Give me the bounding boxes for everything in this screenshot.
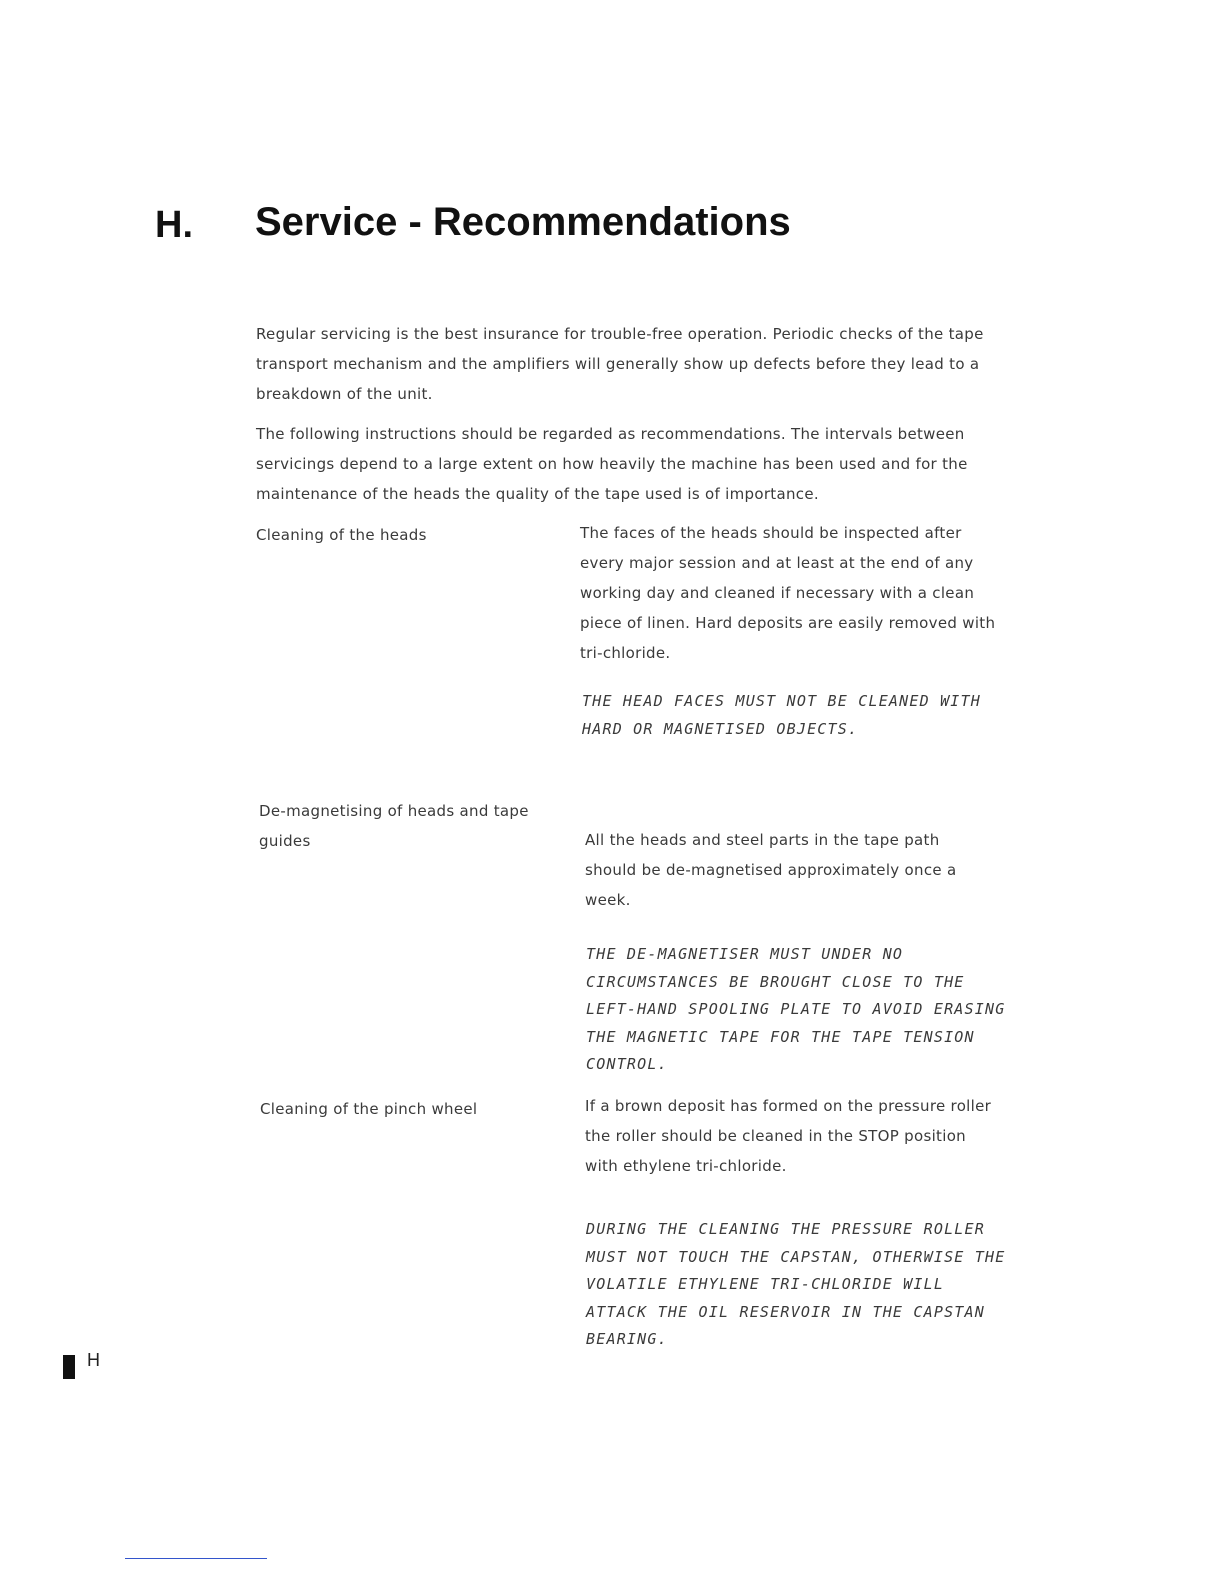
section-letter: H. xyxy=(155,204,193,246)
bottom-rule xyxy=(125,1558,267,1559)
section-warning-pinch-wheel: DURING THE CLEANING THE PRESSURE ROLLER MUST NOT TOUCH THE CAPSTAN, OTHERWISE THE VOLATILE ETHYLENE TRI-CHLORIDE WILL ATTACK THE OIL RESERVOIR IN THE CAPSTAN BEARING. xyxy=(586,1220,1006,1348)
section-label-cleaning-heads: Cleaning of the heads xyxy=(256,526,427,544)
intro-paragraph-1: Regular servicing is the best insurance for trouble-free operation. Periodic checks of the tape transport mechanism and the amplifiers will generally show up defects before they lead to a breakdown of the unit. xyxy=(256,325,984,403)
section-warning-demagnetising: THE DE-MAGNETISER MUST UNDER NO CIRCUMSTANCES BE BROUGHT CLOSE TO THE LEFT-HAND SPOOLING PLATE TO AVOID ERASING THE MAGNETIC TAPE FOR THE TAPE TENSION CONTROL. xyxy=(586,945,1006,1073)
section-tab-marker xyxy=(63,1355,75,1379)
section-body-demagnetising: All the heads and steel parts in the tape path should be de-magnetised approximately once a week. xyxy=(585,831,957,909)
section-warning-cleaning-heads: THE HEAD FACES MUST NOT BE CLEANED WITH HARD OR MAGNETISED OBJECTS. xyxy=(582,692,981,738)
intro-paragraph-2: The following instructions should be regarded as recommendations. The intervals between servicings depend to a large extent on how heavily the machine has been used and for the maintenance of the heads the quality of the tape used is of importance. xyxy=(256,425,968,503)
page-title: Service - Recommendations xyxy=(255,200,791,244)
section-body-pinch-wheel: If a brown deposit has formed on the pressure roller the roller should be cleaned in the STOP position with ethylene tri-chloride. xyxy=(585,1097,992,1175)
section-label-pinch-wheel: Cleaning of the pinch wheel xyxy=(260,1100,478,1118)
section-body-cleaning-heads: The faces of the heads should be inspected after every major session and at least at the end of any working day and cleaned if necessary with a clean piece of linen. Hard deposits are easily removed with tri-chloride. xyxy=(580,524,996,662)
section-label-demagnetising: De-magnetising of heads and tape guides xyxy=(259,802,529,850)
section-tab-letter: H xyxy=(87,1350,100,1370)
